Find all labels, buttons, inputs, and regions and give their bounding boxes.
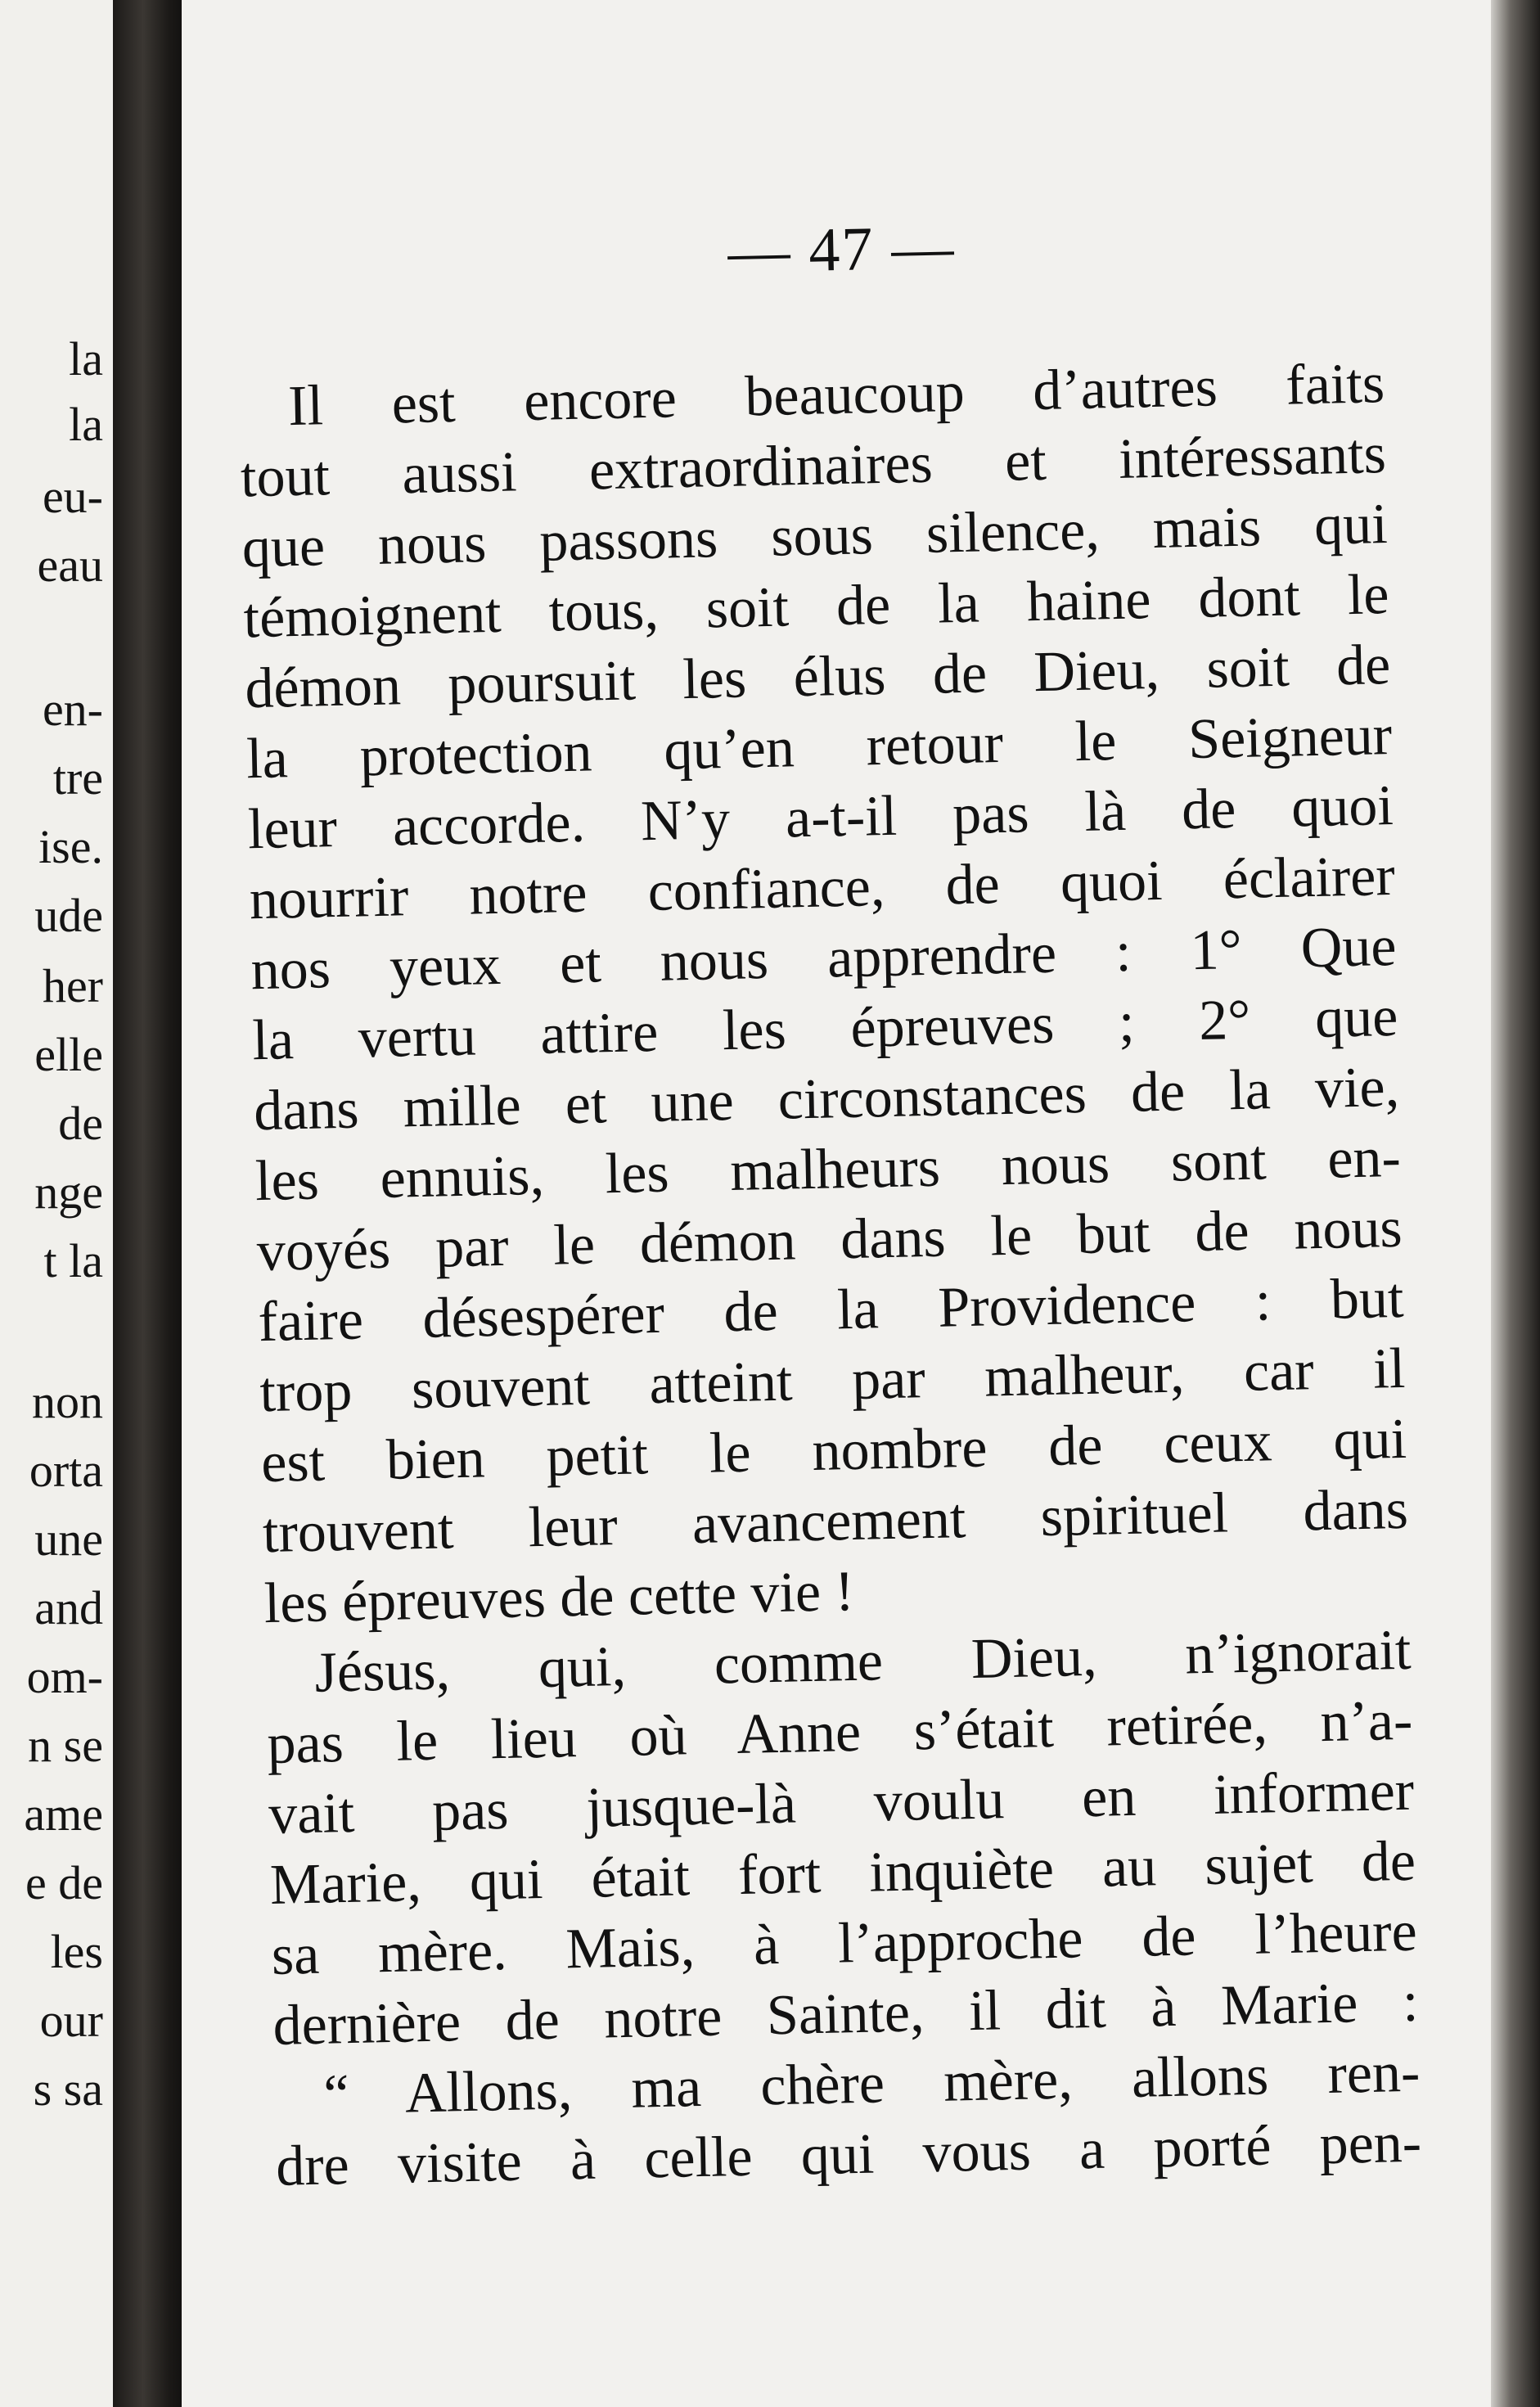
left-page-line: tre (52, 751, 103, 805)
text-line: la protection qu’en retour le Seigneur (245, 703, 1393, 791)
text-line: faire désespérer de la Providence : but (257, 1266, 1405, 1355)
text-line: sa mère. Mais, à l’approche de l’heure (271, 1900, 1418, 1987)
left-page-line: ise. (38, 820, 103, 873)
left-page-line: nge (34, 1165, 103, 1219)
text-line: pas le lieu où Anne s’était retirée, n’a- (266, 1688, 1413, 1777)
text-line: la vertu attire les épreuves ; 2° que (251, 985, 1398, 1073)
left-page-line: our (39, 1994, 103, 2047)
text-line: est bien petit le nombre de ceux qui (260, 1407, 1407, 1495)
text-line: Il est encore beaucoup d’autres faits (287, 352, 1385, 439)
text-line: dans mille et une circonstances de la vie, (253, 1055, 1400, 1143)
text-line: Marie, qui était fort inquiète au sujet de (269, 1829, 1416, 1917)
previous-page-fragment (0, 0, 113, 2407)
text-line: dre visite à celle qui vous a porté pen- (275, 2111, 1422, 2198)
text-line: les ennuis, les malheurs nous sont en- (254, 1125, 1402, 1214)
page-text-block (182, 0, 1491, 2407)
left-page-line: e de (25, 1856, 103, 1909)
left-page-line: and (34, 1581, 103, 1634)
left-page-line: s sa (33, 2062, 103, 2116)
text-line: “ Allons, ma chère mère, allons ren- (322, 2040, 1421, 2127)
text-line: trop souvent atteint par malheur, car il (259, 1336, 1406, 1425)
left-page-line: eu- (42, 470, 103, 523)
text-line: tout aussi extraordinaires et intéressants (240, 422, 1387, 510)
left-page-line: non (32, 1375, 103, 1428)
left-page-line: om- (26, 1650, 103, 1703)
left-page-line: de (58, 1097, 103, 1150)
left-page-line: ame (24, 1787, 103, 1841)
book-gutter (113, 0, 188, 2407)
text-line: voyés par le démon dans le but de nous (256, 1196, 1403, 1284)
text-line: nos yeux et nous apprendre : 1° Que (250, 914, 1398, 1003)
text-line: que nous passons sous silence, mais qui (241, 493, 1389, 580)
page-edge-shadow (1491, 0, 1540, 2407)
left-page-line: la (69, 398, 103, 451)
left-page-line: orta (29, 1444, 103, 1497)
text-line: leur accorde. N’y a-t-il pas là de quoi (247, 773, 1394, 862)
left-page-line: eau (37, 539, 103, 592)
text-line: témoignent tous, soit de la haine dont le (242, 563, 1390, 651)
left-page-line: t la (43, 1234, 103, 1287)
text-line: les épreuves de cette vie ! (263, 1559, 855, 1636)
text-line: vait pas jusque-là voulu en informer (268, 1759, 1415, 1847)
text-line: démon poursuit les élus de Dieu, soit de (244, 633, 1391, 721)
left-page-line: les (50, 1925, 103, 1978)
left-page-line: en- (42, 683, 103, 736)
text-line: Jésus, qui, comme Dieu, n’ignorait (313, 1618, 1412, 1705)
text-line: trouvent leur avancement spirituel dans (262, 1477, 1409, 1566)
left-page-line: her (42, 959, 103, 1012)
page-number: — 47 — (727, 213, 957, 286)
left-page-line: ude (34, 889, 103, 942)
left-page-line: elle (34, 1028, 103, 1081)
current-page (182, 0, 1491, 2407)
left-page-line: n se (28, 1719, 103, 1772)
text-line: nourrir notre confiance, de quoi éclairer (249, 844, 1396, 932)
text-line: dernière de notre Sainte, il dit à Marie : (272, 1970, 1420, 2058)
left-page-line: une (34, 1512, 103, 1566)
left-page-line: la (69, 332, 103, 385)
